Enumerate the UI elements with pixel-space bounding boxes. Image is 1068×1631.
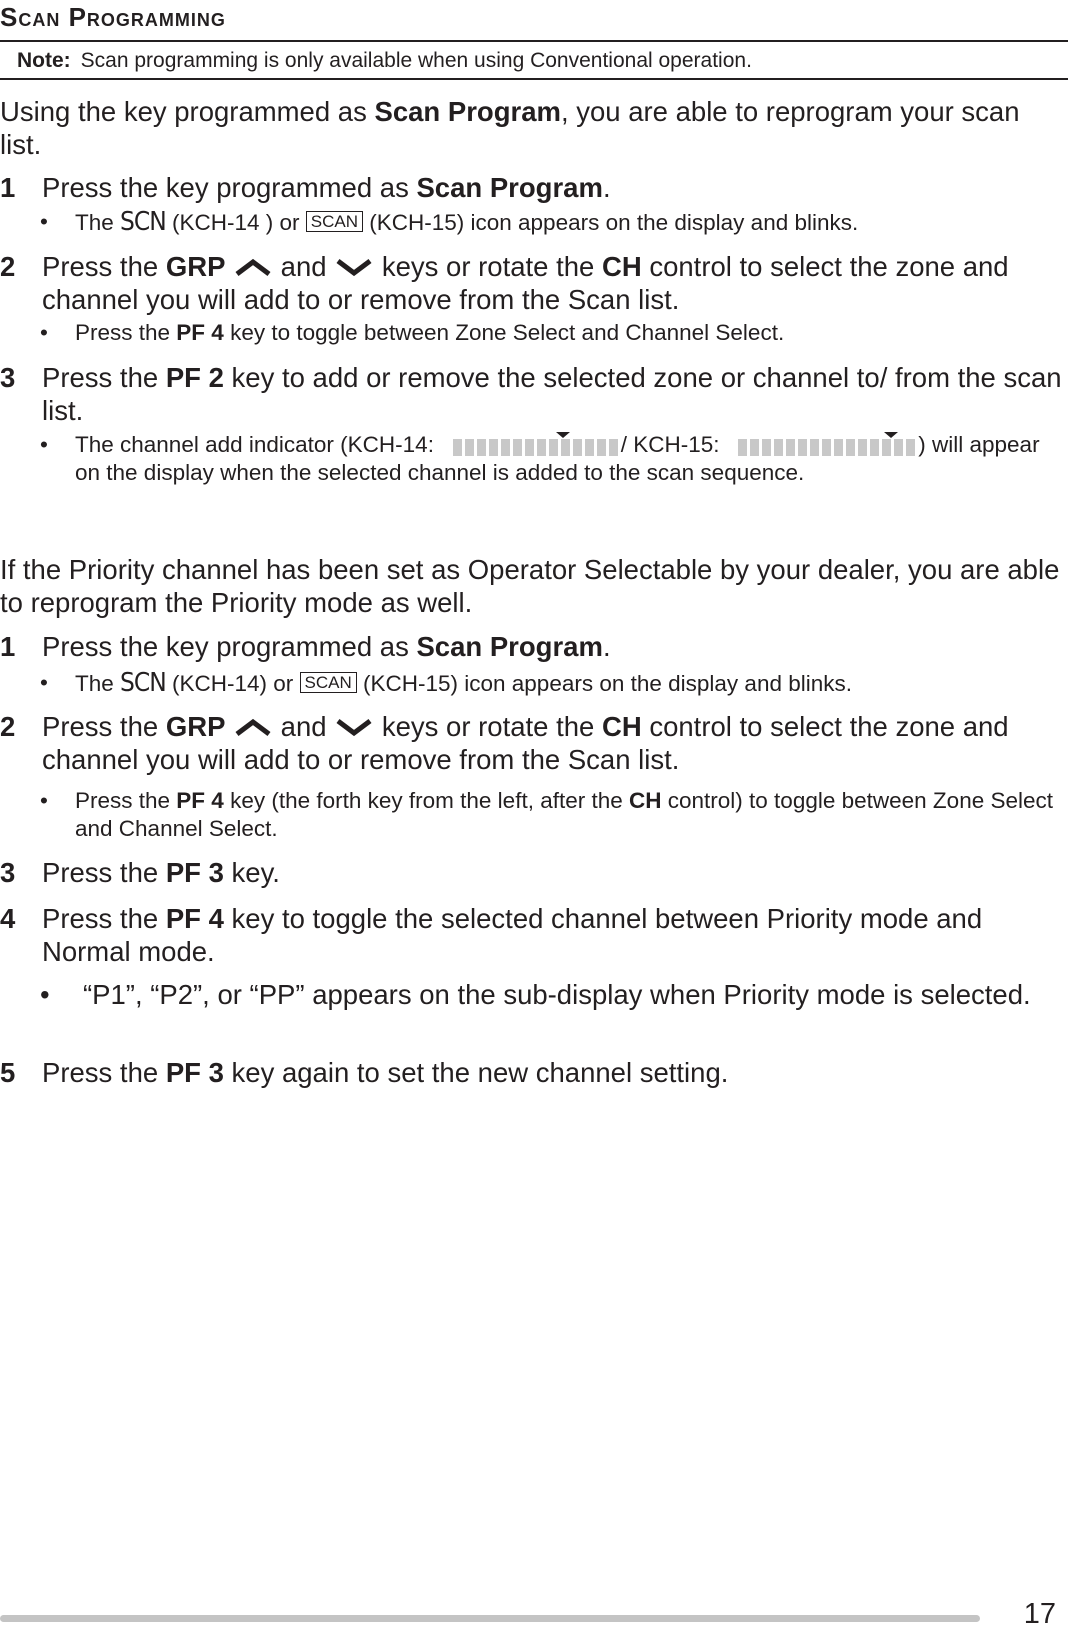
step-text: control to select the zone and channel you will add to or remove from the Scan list. xyxy=(42,251,1009,315)
kch15-channel-add-indicator-icon xyxy=(738,432,918,458)
step-text: Press the key programmed as xyxy=(42,631,417,662)
bullet-text: The channel add indicator (KCH-14: xyxy=(75,432,441,457)
bullet-text: key to toggle between Zone Select and Channel Select. xyxy=(223,320,785,345)
bullet-text: “P1”, “P2”, or “PP” appears on the sub-display when Priority mode is selected. xyxy=(83,979,1031,1010)
step-text: Press the key programmed as xyxy=(42,172,417,203)
bullet-dot: • xyxy=(40,209,48,234)
chevron-down-icon xyxy=(334,717,374,737)
bullet-text: The xyxy=(75,210,121,235)
bullet-text: (KCH-14) or xyxy=(165,671,300,696)
step-text: control to select the zone and channel you will add to or remove from the Scan list. xyxy=(42,711,1009,775)
bullet-dot: • xyxy=(40,432,48,457)
bullet-text: / KCH-15: xyxy=(620,432,726,457)
bullet-text: control) to toggle between Zone Select and Channel Select. xyxy=(75,788,1054,841)
note xyxy=(17,49,752,73)
ch-control-term: CH xyxy=(601,711,642,742)
step-number: 1 xyxy=(0,631,16,662)
bullet-text: (KCH-15) icon appears on the display and blinks. xyxy=(356,671,852,696)
step-text: keys or rotate the xyxy=(374,251,602,282)
scn-lcd-icon: SCN xyxy=(120,668,166,698)
scn-lcd-icon: SCN xyxy=(120,207,166,237)
step-number: 3 xyxy=(0,857,16,888)
priority-intro-paragraph: If the Priority channel has been set as Operator Selectable by your dealer, you are able to reprogram the Priority mode as well. xyxy=(0,554,1060,618)
pf-key-term: PF 4 xyxy=(176,788,224,813)
chevron-down-icon xyxy=(334,257,374,277)
step-number: 5 xyxy=(0,1057,16,1088)
chevron-up-icon xyxy=(233,257,273,277)
scan-box-icon: SCAN xyxy=(306,211,363,232)
step-text: Press the xyxy=(42,1057,166,1088)
pf-key-term: PF 4 xyxy=(176,320,224,345)
step-number: 4 xyxy=(0,903,16,934)
intro-paragraph xyxy=(0,95,1060,161)
divider-top xyxy=(0,40,1068,42)
pf-key-term: PF 3 xyxy=(165,857,224,888)
bullet-text: Press the xyxy=(75,788,177,813)
chevron-up-icon xyxy=(233,717,273,737)
intro-text: , you are able to reprogram your scan list. xyxy=(0,96,1020,160)
note-label: Note: xyxy=(17,49,71,72)
bullet-text: (KCH-14 ) or xyxy=(165,210,306,235)
note-text: Scan programming is only available when using Conventional operation. xyxy=(80,49,752,72)
step-text: and xyxy=(273,711,335,742)
bullet-text: key (the forth key from the left, after the xyxy=(223,788,630,813)
grp-key-term: GRP xyxy=(165,251,226,282)
bullet-text: ) will appear on the display when the selected channel is added to the scan sequence. xyxy=(75,432,1040,485)
scan-program-term: Scan Program xyxy=(374,96,561,127)
step-text: Press the xyxy=(42,251,166,282)
pf-key-term: PF 3 xyxy=(165,1057,224,1088)
step-text: . xyxy=(602,631,611,662)
ch-control-term: CH xyxy=(601,251,642,282)
pf-key-term: PF 2 xyxy=(165,362,224,393)
step-text: Press the xyxy=(42,362,166,393)
page-title: Scan Programming xyxy=(0,2,226,32)
intro-text: Using the key programmed as xyxy=(0,96,375,127)
divider-note xyxy=(0,78,1068,80)
page-number: 17 xyxy=(1023,1598,1056,1630)
step-text: key to toggle the selected channel between Priority mode and Normal mode. xyxy=(42,903,983,967)
step-text: . xyxy=(602,172,611,203)
step-text: Press the xyxy=(42,903,166,934)
bullet-dot: • xyxy=(40,788,48,813)
scan-program-term: Scan Program xyxy=(416,172,603,203)
ch-control-term: CH xyxy=(629,788,662,813)
scan-box-icon: SCAN xyxy=(300,672,357,693)
step-text: keys or rotate the xyxy=(374,711,602,742)
grp-key-term: GRP xyxy=(165,711,226,742)
pf-key-term: PF 4 xyxy=(165,903,224,934)
step-text: and xyxy=(273,251,335,282)
step-text: key to add or remove the selected zone or channel to/ from the scan list. xyxy=(42,362,1062,426)
bullet-dot: • xyxy=(40,979,50,1010)
bullet-text: Press the xyxy=(75,320,177,345)
step-text: Press the xyxy=(42,711,166,742)
step-number: 2 xyxy=(0,251,16,282)
footer-rule xyxy=(0,1615,980,1622)
bullet-dot: • xyxy=(40,670,48,695)
step-number: 2 xyxy=(0,711,16,742)
step-text: key again to set the new channel setting. xyxy=(223,1057,729,1088)
step-text: Press the xyxy=(42,857,166,888)
kch14-channel-add-indicator-icon xyxy=(453,432,621,458)
bullet-text: The xyxy=(75,671,121,696)
step-number: 3 xyxy=(0,362,16,393)
bullet-text: (KCH-15) icon appears on the display and blinks. xyxy=(362,210,859,235)
step-number: 1 xyxy=(0,172,16,203)
step-text: key. xyxy=(223,857,280,888)
bullet-dot: • xyxy=(40,320,48,345)
scan-program-term: Scan Program xyxy=(416,631,603,662)
